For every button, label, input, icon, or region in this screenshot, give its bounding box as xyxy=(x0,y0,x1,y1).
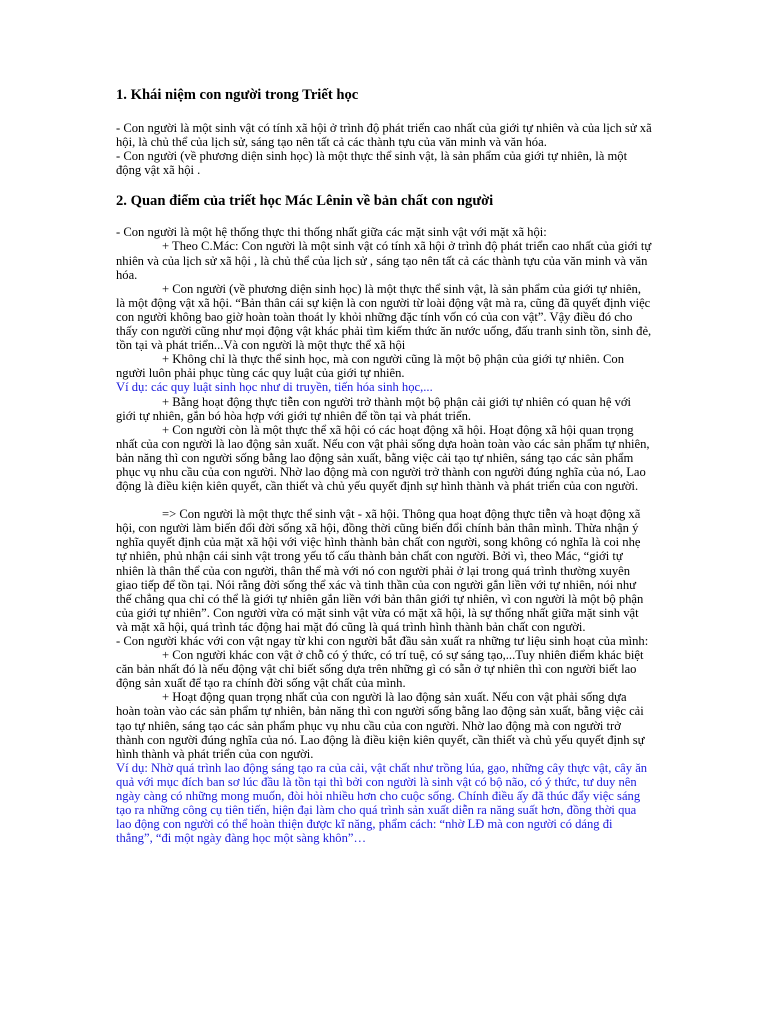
section2-paragraph-social: + Con người còn là một thực thể xã hội có các hoạt động xã hội. Hoạt động xã hội quan trọng nhất của con người là lao động sản xuất. Nếu con vật phải sống dựa hoàn toàn vào các sản phẩm tự nhiên, bản năng thì con người sống bằng lao động sản xuất, bằng việc cải tạo tự nhiên, sáng tạo các sản phẩm phục vụ nhu cầu của con người. Nhờ lao động mà con người trở thành con người đúng nghĩa của nó, Lao động là điều kiện kiên quyết, cần thiết và chủ yếu quyết định sự hình thành và phát triển của con người. xyxy=(116,422,650,494)
section2-paragraph-nature: + Không chỉ là thực thể sinh học, mà con người cũng là một bộ phận của giới tự nhiên. Con người luôn phải phục tùng các quy luật của giới tự nhiên. xyxy=(116,352,625,381)
document-page xyxy=(116,86,652,845)
section2-intro: - Con người là một hệ thống thực thi thống nhất giữa các mặt sinh vật với mặt xã hội: xyxy=(116,225,547,240)
section2-paragraph-labor: + Hoạt động quan trọng nhất của con người là lao động sản xuất. Nếu con vật phải sống dựa hoàn toàn vào các sản phẩm tự nhiên, bản năng thì con người sống bằng lao động sản xuất, bằng việc cải tạo tự nhiên, sáng tạo các sản phẩm phục vụ nhu cầu của con người. Nhờ lao động mà con người trở thành con người đúng nghĩa của nó. Lao động là điều kiện kiên quyết, cần thiết và chủ yếu quyết định sự hình thành và phát triển của con người. xyxy=(116,690,645,761)
example-biology: Ví dụ: các quy luật sinh học như di truyền, tiến hóa sinh học,... xyxy=(116,380,433,395)
section1-heading: 1. Khái niệm con người trong Triết học xyxy=(116,87,359,103)
section2-paragraph-consciousness: + Con người khác con vật ở chỗ có ý thức, có trí tuệ, có sự sáng tạo,...Tuy nhiên điểm khác biệt căn bản nhất đó là nếu động vật chỉ biết sống dựa trên những gì có sẵn ở tự nhiên thì con người biết lao động sản xuất để tạo ra chính đời sống vật chất của mình. xyxy=(116,648,644,691)
section1-paragraph-2: - Con người (về phương diện sinh học) là một thực thể sinh vật, là sản phẩm của giới tự nhiên, là một động vật xã hội . xyxy=(116,149,628,178)
section2-paragraph-marx: + Theo C.Mác: Con người là một sinh vật có tính xã hội ở trình độ phát triển cao nhất của giới tự nhiên và của lịch sử xã hội , là chủ thể của lịch sử , sáng tạo nên tất cả các thành tựu của văn minh và văn hóa. xyxy=(116,239,652,282)
section2-heading: 2. Quan điểm của triết học Mác Lênin về bản chất con người xyxy=(116,193,494,210)
section1-paragraph-1: - Con người là một sinh vật có tính xã hội ở trình độ phát triển cao nhất của giới tự nhiên và của lịch sử xã hội, là chủ thể của lịch sử, sáng tạo nên tất cả các thành tựu của văn minh và văn hóa. xyxy=(116,121,652,150)
example-labor: Ví dụ: Nhờ quá trình lao động sáng tạo ra của cải, vật chất như trồng lúa, gạo, những cây thực vật, cây ăn quả với mục đích ban sơ lúc đầu là tồn tại thì bởi con người là sinh vật có bộ não, có ý thức, tư duy nên ngày càng có những mong muốn, đòi hỏi nhiều hơn cho cuộc sống. Chính điều ấy đã thúc đẩy việc sáng tạo ra những công cụ tiên tiến, hiện đại làm cho quá trình sản xuất diễn ra năng suất hơn, đồng thời qua lao động con người có thể hoàn thiện được kĩ năng, phẩm cách: “nhờ LĐ mà con người có dáng đi thẳng”, “đi một ngày đàng học một sàng khôn”… xyxy=(116,760,648,846)
section2-paragraph-conclusion: => Con người là một thực thể sinh vật - xã hội. Thông qua hoạt động thực tiễn và hoạt động xã hội, con người làm biến đổi đời sống xã hội, đồng thời cũng biến đổi chính bản thân mình. Thừa nhận ý nghĩa quyết định của mặt xã hội với việc hình thành bản chất con người, song không có nghĩa là coi nhẹ tự nhiên, phủ nhận cái sinh vật trong yếu tố cấu thành bản chất con người. Bởi vì, theo Mác, “giới tự nhiên là thân thể của con người, thân thể mà với nó con người phải ở lại trong quá trình thường xuyên giao tiếp để tồn tại. Nói rằng đời sống thể xác và tinh thần của con người gắn liền với tự nhiên, nói như thế chẳng qua chỉ có thể là giới tự nhiên gắn liền với bản thân giới tự nhiên, vì con người là một bộ phận của giới tự nhiên”. Con người vừa có mặt sinh vật vừa có mặt xã hội, là sự thống nhất giữa mặt sinh vật và mặt xã hội, quá trình tác động hai mặt đó cũng là quá trình hình thành bản chất con người. xyxy=(116,507,644,634)
section2-paragraph-biological: + Con người (về phương diện sinh học) là một thực thể sinh vật, là sản phẩm của giới tự nhiên, là một động vật xã hội. “Bản thân cái sự kiện là con người từ loài động vật mà ra, cũng đã quyết định việc con người không bao giờ hoàn toàn thoát ly khỏi những đặc tính vốn có của con vật”. Vậy điều đó cho thấy con người cũng như mọi động vật khác phải tìm kiếm thức ăn nước uống, đấu tranh sinh tồn, sinh đẻ, tồn tại và phát triển...Và con người là một thực thể xã hội xyxy=(116,281,652,353)
section2-paragraph-practice: + Bằng hoạt động thực tiễn con người trở thành một bộ phận cải giới tự nhiên có quan hệ với giới tự nhiên, gắn bó hòa hợp với giới tự nhiên để tồn tại và phát triển. xyxy=(116,394,632,423)
section2-paragraph-difference: - Con người khác với con vật ngay từ khi con người bắt đầu sản xuất ra những tư liệu sinh hoạt của mình: xyxy=(116,634,649,648)
